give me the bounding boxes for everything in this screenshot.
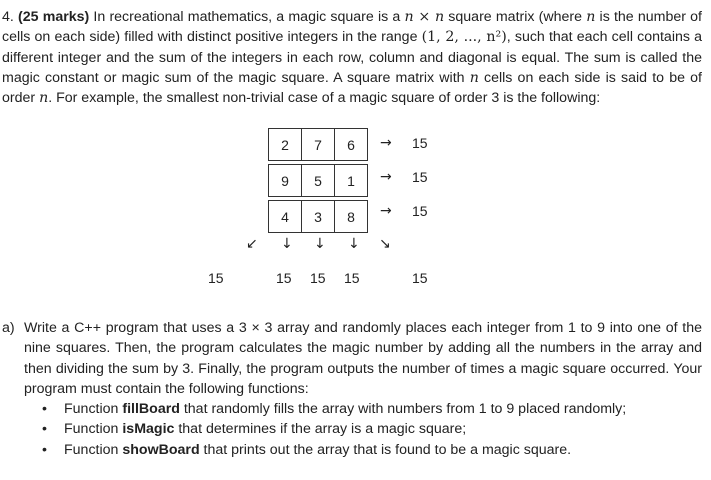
function-prefix: Function [64, 401, 123, 418]
function-desc: that determines if the array is a magic square; [174, 421, 467, 438]
diagonal-sum-right: 15 [412, 270, 428, 286]
bullet-icon: • [42, 421, 47, 438]
column-sum: 15 [276, 270, 292, 286]
list-item [24, 399, 702, 419]
down-arrow-icon: ↓ [314, 236, 326, 252]
part-a-label: a) [2, 320, 15, 336]
function-prefix: Function [64, 421, 123, 438]
down-arrow-icon: ↓ [281, 236, 293, 252]
column-sum: 15 [310, 270, 326, 286]
function-name: showBoard [122, 441, 200, 458]
part-a [2, 318, 702, 460]
right-arrow-icon: → [380, 169, 392, 185]
row-sum: 15 [412, 135, 428, 151]
row-sum: 15 [412, 169, 428, 185]
function-list [24, 399, 702, 460]
intro-text-3: is the number of cells on each side) filled with distinct positive integers in the range [2, 9, 702, 46]
problem-marks: (25 marks) [18, 9, 90, 25]
function-desc: that prints out the array that is found to be a magic square. [199, 441, 572, 458]
grid-row [269, 201, 368, 233]
math-n: n [404, 9, 414, 25]
grid-cell: 7 [302, 129, 335, 161]
intro-text-6: . For example, the smallest non-trivial case of a magic square of order 3 is the following: [48, 90, 601, 107]
intro-text-4: , such that each cell contains a different integer and the sum of the integers in each row, column and diagonal is equal. The sum is called the magic constant or magic sum of the magic square. A square matrix with [2, 29, 702, 86]
diagonal-down-right-arrow-icon: ↘ [379, 236, 391, 252]
magic-square-grid [268, 128, 368, 233]
bullet-icon: • [42, 441, 47, 458]
right-arrow-icon: → [380, 203, 392, 219]
right-arrow-icon: → [380, 135, 392, 151]
grid-cell: 4 [269, 201, 302, 233]
grid-cell: 6 [335, 129, 368, 161]
row-sum: 15 [412, 203, 428, 219]
intro-text-5: cells on each side is said to be of order [2, 69, 702, 107]
math-range: (1, 2, ..., n²) [421, 29, 507, 46]
math-n: n [39, 90, 49, 107]
grid-cell: 5 [302, 165, 335, 197]
problem-number: 4. [2, 9, 14, 25]
grid-cell: 1 [335, 165, 368, 197]
part-a-text: Write a C++ program that uses a 3 × 3 array and randomly places each integer from 1 to 9 into one of the nine squares. Then, the program calculates the magic number by adding all the numbers in the array and then dividing the sum by 3. Finally, the program outputs the number of times a magic square occurred. Your program must contain the following functions: [24, 320, 702, 397]
math-n: n [586, 9, 596, 25]
function-desc: that randomly fills the array with numbers from 1 to 9 placed randomly; [179, 401, 627, 418]
column-sum: 15 [344, 270, 360, 286]
grid-row [269, 165, 368, 197]
list-item [24, 440, 702, 460]
math-n: n [434, 9, 445, 25]
math-n: n [469, 69, 479, 86]
intro-text-2: square matrix (where [444, 9, 587, 25]
list-item [24, 419, 702, 439]
problem-statement [2, 7, 702, 108]
function-name: isMagic [122, 421, 175, 438]
intro-text-1: In recreational mathematics, a magic square is a [89, 9, 405, 25]
grid-cell: 2 [269, 129, 302, 161]
math-times: × [413, 9, 435, 25]
grid-cell: 3 [302, 201, 335, 233]
function-name: fillBoard [122, 401, 180, 418]
grid-cell: 8 [335, 201, 368, 233]
down-arrow-icon: ↓ [348, 236, 360, 252]
diagonal-sum-left: 15 [208, 270, 224, 286]
diagonal-down-left-arrow-icon: ↙ [246, 236, 258, 252]
grid-row [269, 129, 368, 161]
grid-cell: 9 [269, 165, 302, 197]
function-prefix: Function [64, 441, 123, 458]
bullet-icon: • [42, 401, 47, 418]
